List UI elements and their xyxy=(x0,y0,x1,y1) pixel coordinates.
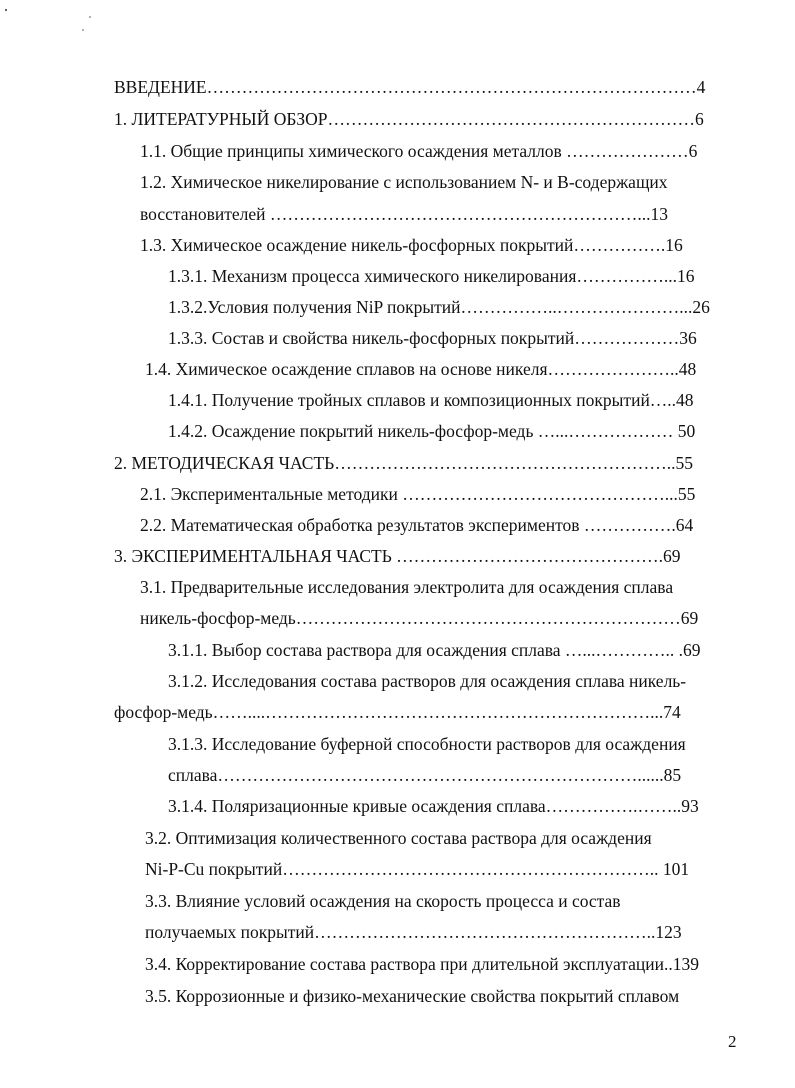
toc-line: 1.4.2. Осаждение покрытий никель-фосфор-медь …...……………… 50 xyxy=(168,421,696,441)
scan-specks xyxy=(0,0,120,40)
toc-line: 3.1.2. Исследования состава растворов для осаждения сплава никель- xyxy=(168,671,687,691)
toc-line: восстановителей ………………………………………………………...13 xyxy=(140,204,669,224)
toc-line: фосфор-медь……....…………………………………………………………...74 xyxy=(114,702,681,722)
toc-line: 1. ЛИТЕРАТУРНЫЙ ОБЗОР………………………………………………………6 xyxy=(114,109,704,129)
toc-line: 3.1. Предварительные исследования электролита для осаждения сплава xyxy=(140,577,674,597)
toc-line: 3.1.4. Поляризационные кривые осаждения сплава…………….……..93 xyxy=(168,796,699,816)
toc-line: 3.4. Корректирование состава раствора при длительной эксплуатации..139 xyxy=(145,954,699,974)
toc-line: 1.3.2.Условия получения NiP покрытий……………..…………………...26 xyxy=(168,297,710,317)
toc-line: 3.2. Оптимизация количественного состава раствора для осаждения xyxy=(145,828,652,848)
toc-line: 1.4.1. Получение тройных сплавов и композиционных покрытий…..48 xyxy=(168,390,694,410)
toc-line: 3. ЭКСПЕРИМЕНТАЛЬНАЯ ЧАСТЬ ……………………………………….69 xyxy=(114,546,681,566)
toc-line: 1.3.1. Механизм процесса химического никелирования……………...16 xyxy=(168,266,695,286)
toc-line: сплава………………………………………………………………......85 xyxy=(168,765,682,785)
toc-line: 1.3. Химическое осаждение никель-фосфорных покрытий…………….16 xyxy=(140,235,683,255)
toc-line: 1.3.3. Состав и свойства никель-фосфорных покрытий………………36 xyxy=(168,328,697,348)
toc-line: 3.1.3. Исследование буферной способности растворов для осаждения xyxy=(168,734,686,754)
page-number: 2 xyxy=(728,1032,737,1051)
toc-line: получаемых покрытий…………………………………………………..123 xyxy=(145,922,682,942)
toc-line: 2.1. Экспериментальные методики ………………………………………...55 xyxy=(140,484,696,504)
toc-line: 3.5. Коррозионные и физико-механические свойства покрытий сплавом xyxy=(145,986,680,1006)
toc-line: Ni-P-Cu покрытий……………………………………………………….. 101 xyxy=(145,859,690,879)
toc-line: ВВЕДЕНИЕ…………………………………………………………………………4 xyxy=(114,77,706,97)
toc-line: 1.1. Общие принципы химического осаждения металлов …………………6 xyxy=(140,141,698,161)
toc-line: 3.1.1. Выбор состава раствора для осаждения сплава …...………….. .69 xyxy=(168,640,701,660)
toc-line: 1.2. Химическое никелирование с использованием N- и В-содержащих xyxy=(140,172,668,192)
toc-line: никель-фосфор-медь…………………………………………………………69 xyxy=(140,608,699,628)
toc-line: 3.3. Влияние условий осаждения на скорость процесса и состав xyxy=(145,891,621,911)
toc-line: 2. МЕТОДИЧЕСКАЯ ЧАСТЬ…………………………………………………..55 xyxy=(114,453,693,473)
toc-line: 2.2. Математическая обработка результатов экспериментов …………….64 xyxy=(140,515,694,535)
toc-line: 1.4. Химическое осаждение сплавов на основе никеля…………………..48 xyxy=(145,359,697,379)
